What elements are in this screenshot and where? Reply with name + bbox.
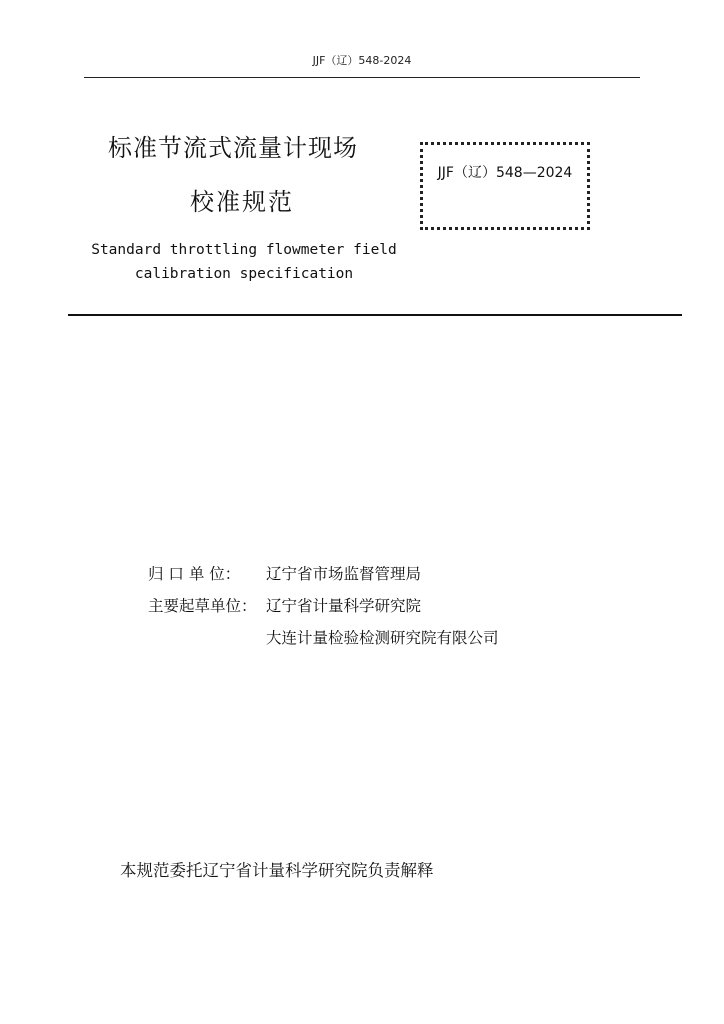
header-divider (84, 77, 640, 78)
drafting-unit-value: 辽宁省计量科学研究院 (266, 597, 422, 615)
standard-code-box (420, 142, 590, 230)
responsible-unit-value: 辽宁省市场监督管理局 (266, 565, 422, 583)
english-title (64, 238, 424, 286)
english-title-line1: Standard throttling flowmeter field (91, 242, 397, 258)
document-title-line1: 标准节流式流量计现场 (108, 134, 358, 162)
document-title-line2: 校准规范 (190, 188, 294, 216)
drafting-unit-value-2: 大连计量检验检测研究院有限公司 (266, 629, 499, 647)
title-divider (68, 314, 682, 316)
info-row-drafting-unit-2 (266, 626, 499, 648)
running-header-code: JJF（辽）548-2024 (312, 54, 412, 67)
interpretation-note: 本规范委托辽宁省计量科学研究院负责解释 (120, 861, 434, 880)
responsible-unit-label: 归 口 单 位： (148, 565, 241, 583)
info-row-drafting-unit (148, 594, 421, 616)
standard-code: JJF（辽）548—2024 (437, 165, 573, 181)
info-row-responsible-unit (148, 562, 421, 584)
drafting-unit-label: 主要起草单位： (148, 597, 257, 615)
english-title-line2: calibration specification (134, 266, 354, 282)
